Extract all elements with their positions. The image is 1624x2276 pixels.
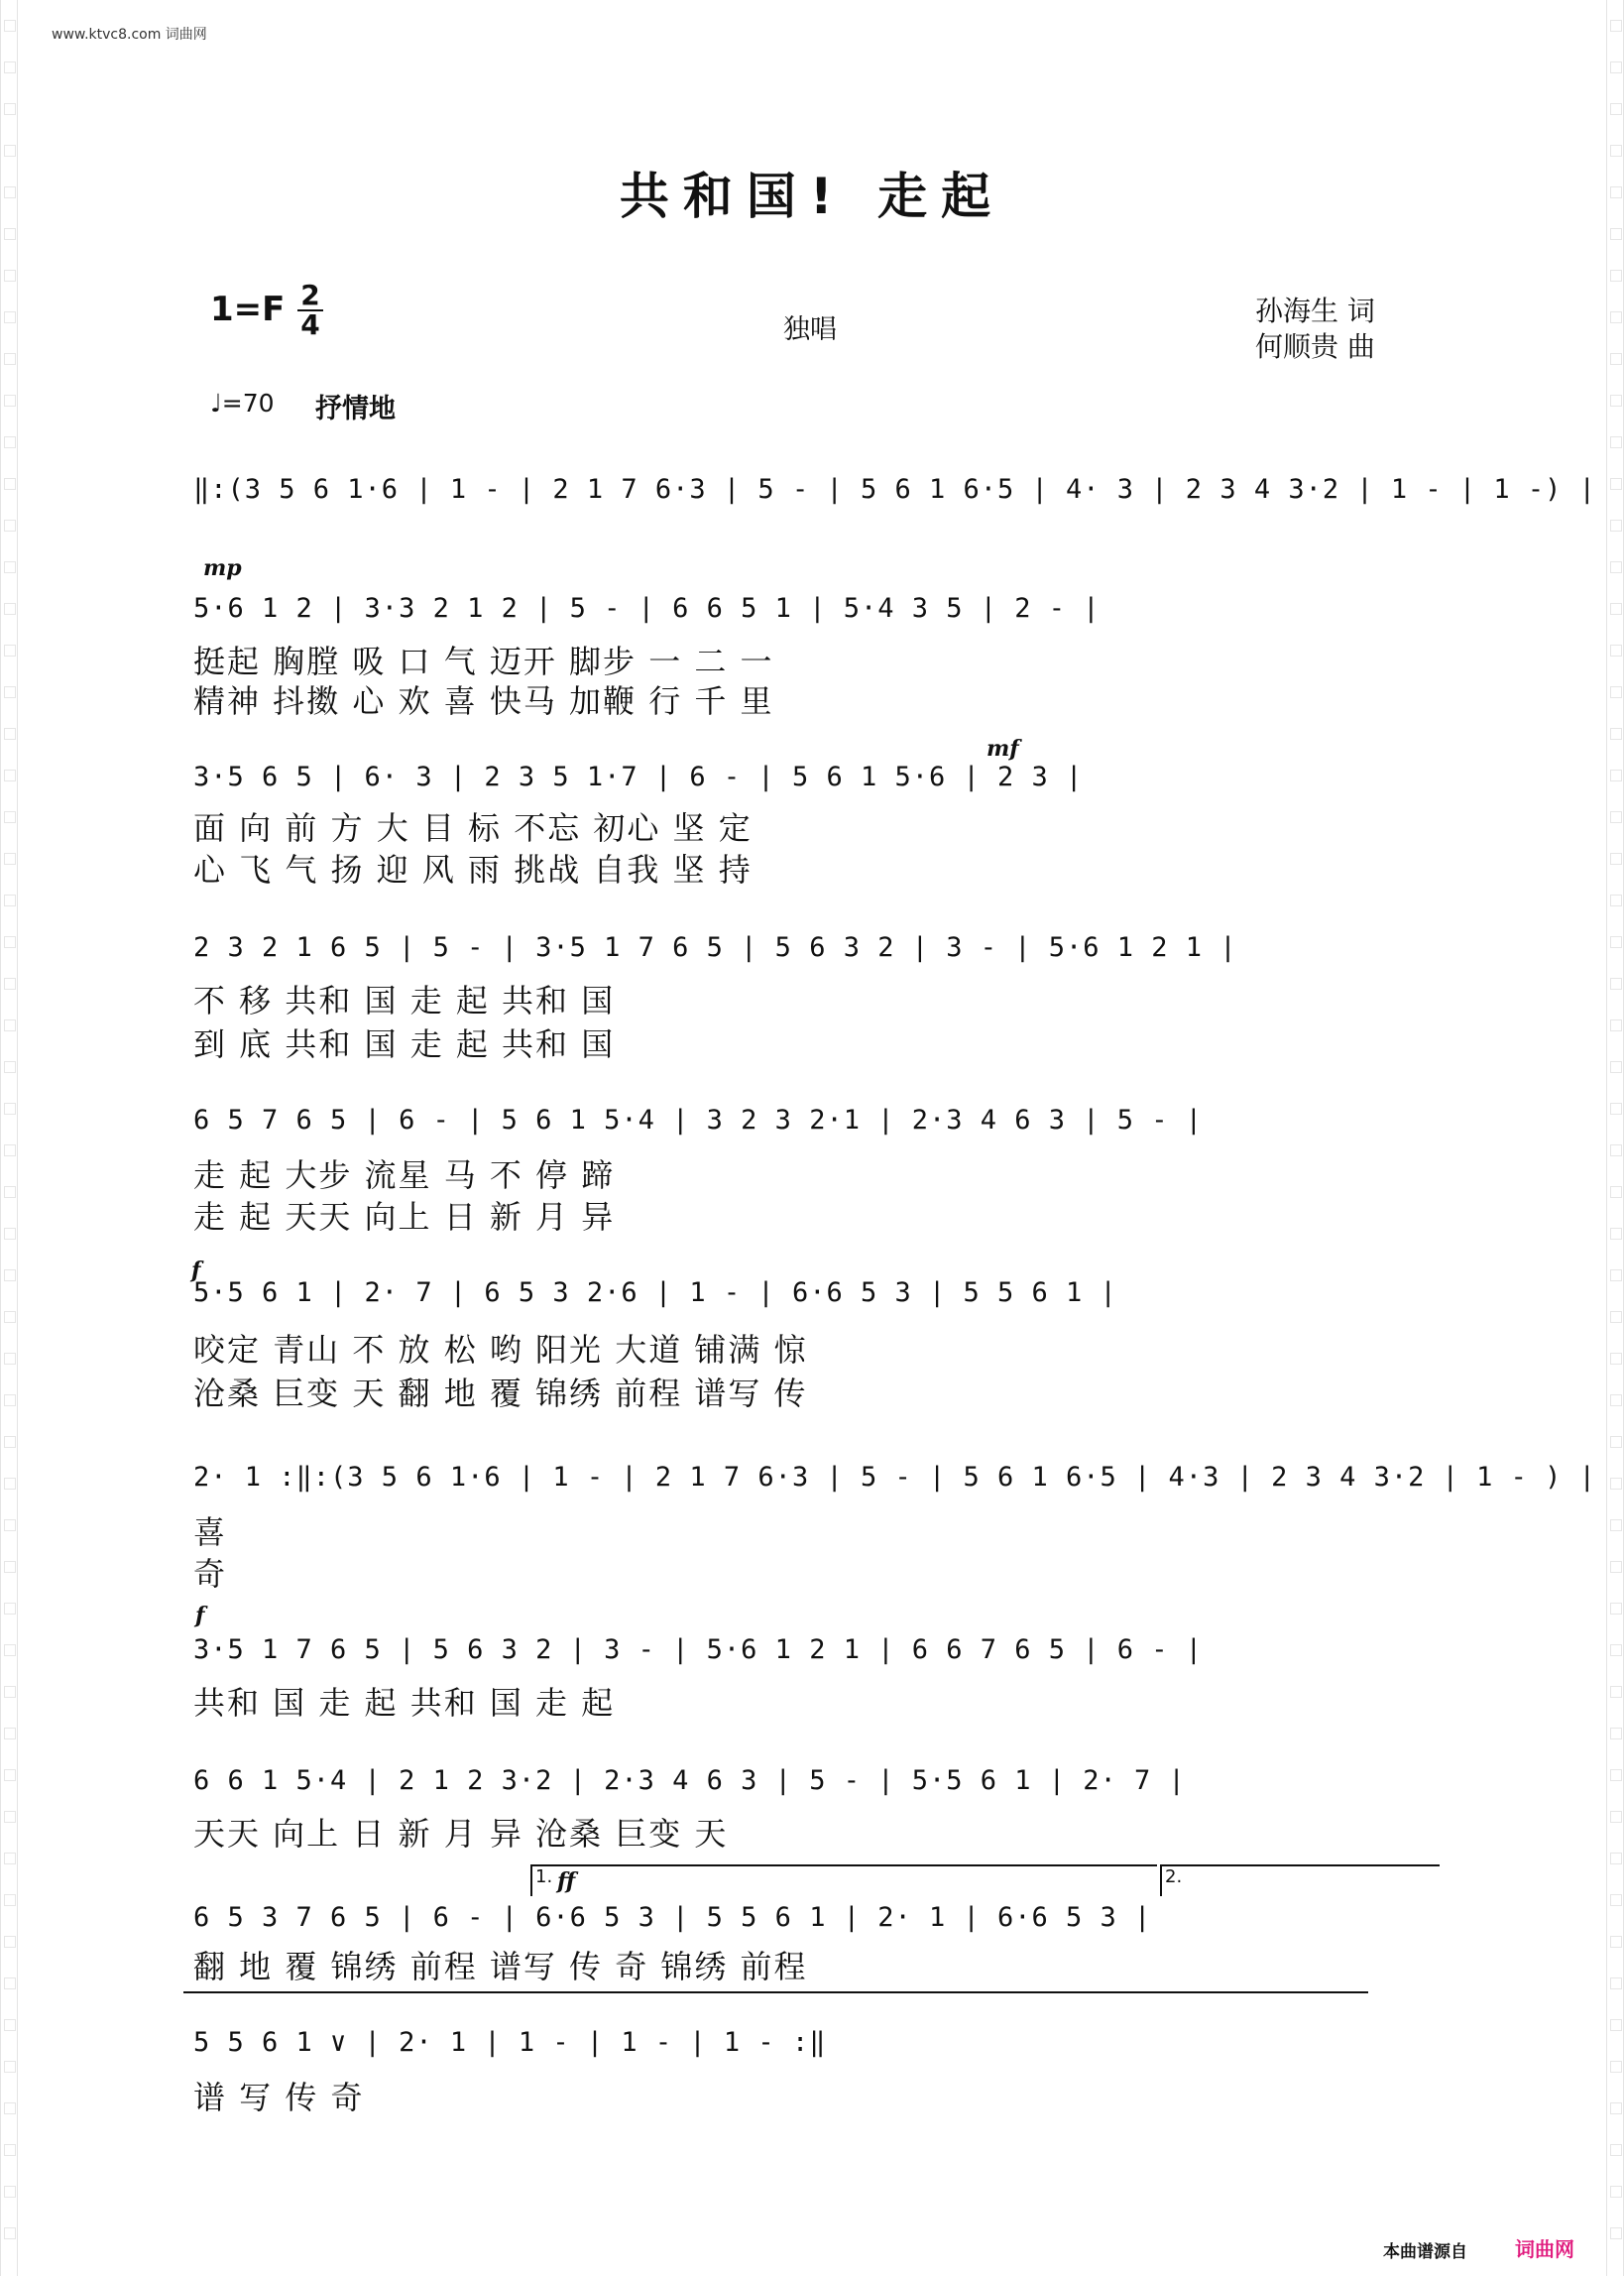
system-6-lyrics-verse-1: 咬定 青山 不 放 松 哟 阳光 大道 铺满 惊: [193, 1331, 808, 1369]
margin-watermark-mark: [1610, 1311, 1622, 1323]
system-1-notes: ‖:(3 5 6 1·6 | 1 - | 2 1 7 6·3 | 5 - | 5 6 1 6·5 | 4· 3 | 2 3 4 3·2 | 1 - | 1 -) |: [193, 474, 1596, 505]
margin-watermark-mark: [4, 478, 16, 490]
margin-watermark-mark: [1610, 1977, 1622, 1989]
key-signature: 1=F: [210, 290, 286, 329]
margin-watermark-mark: [1610, 1603, 1622, 1615]
margin-watermark-mark: [1610, 1728, 1622, 1739]
margin-watermark-mark: [1610, 1144, 1622, 1156]
system-7-lyrics-verse-2: 奇: [193, 1555, 228, 1593]
system-3-notes: 3·5 6 5 | 6· 3 | 2 3 5 1·7 | 6 - | 5 6 1 5·6 | 2 3 |: [193, 762, 1084, 792]
margin-watermark-mark: [1610, 1519, 1622, 1531]
system-7-notes: 2· 1 :‖:(3 5 6 1·6 | 1 - | 2 1 7 6·3 | 5 - | 5 6 1 6·5 | 4·3 | 2 3 4 3·2 | 1 - ) |: [193, 1462, 1596, 1493]
system-8-notes: 3·5 1 7 6 5 | 5 6 3 2 | 3 - | 5·6 1 2 1 | 6 6 7 6 5 | 6 - |: [193, 1634, 1204, 1665]
tempo-marking: ♩=70: [210, 389, 275, 418]
margin-watermark-mark: [1610, 1561, 1622, 1573]
margin-watermark-mark: [4, 895, 16, 906]
margin-watermark-mark: [4, 561, 16, 573]
margin-watermark-mark: [4, 728, 16, 740]
system-4-lyrics-verse-1: 不 移 共和 国 走 起 共和 国: [193, 982, 616, 1019]
system-5-lyrics-verse-1: 走 起 大步 流星 马 不 停 蹄: [193, 1156, 616, 1194]
system-2-lyrics-verse-1: 挺起 胸膛 吸 口 气 迈开 脚步 一 二 一: [193, 643, 774, 680]
volta-bracket-second: [1160, 1864, 1440, 1896]
system-5-lyrics-verse-2: 走 起 天天 向上 日 新 月 异: [193, 1198, 616, 1236]
margin-watermark-mark: [1610, 2019, 1622, 2031]
system-8-dynamic: f: [195, 1603, 205, 1628]
margin-watermark-mark: [4, 1728, 16, 1739]
margin-watermark-mark: [4, 1519, 16, 1531]
margin-watermark-mark: [4, 936, 16, 948]
performance-style: 独唱: [783, 314, 837, 345]
margin-watermark-mark: [1610, 1269, 1622, 1281]
margin-watermark-mark: [4, 1186, 16, 1198]
margin-watermark-mark: [1610, 1394, 1622, 1406]
right-margin-strip: [1606, 0, 1624, 2276]
margin-watermark-mark: [4, 353, 16, 365]
margin-watermark-mark: [1610, 228, 1622, 240]
margin-watermark-mark: [1610, 520, 1622, 532]
margin-watermark-mark: [1610, 1186, 1622, 1198]
margin-watermark-mark: [4, 1144, 16, 1156]
margin-watermark-mark: [1610, 270, 1622, 282]
margin-watermark-mark: [4, 1769, 16, 1781]
margin-watermark-mark: [4, 436, 16, 448]
margin-watermark-mark: [1610, 2227, 1622, 2239]
margin-watermark-mark: [4, 811, 16, 823]
margin-watermark-mark: [4, 2227, 16, 2239]
margin-watermark-mark: [4, 978, 16, 990]
margin-watermark-mark: [1610, 1228, 1622, 1240]
margin-watermark-mark: [1610, 936, 1622, 948]
expression-marking: 抒情地: [315, 394, 396, 424]
system-6-dynamic: f: [191, 1258, 201, 1283]
time-signature-bottom: 4: [300, 308, 320, 341]
margin-watermark-mark: [1610, 1853, 1622, 1864]
system-10-lyrics-verse-1: 翻 地 覆 锦绣 前程 谱写 传 奇 锦绣 前程: [193, 1948, 808, 1985]
margin-watermark-mark: [1610, 478, 1622, 490]
margin-watermark-mark: [4, 645, 16, 657]
margin-watermark-mark: [4, 1894, 16, 1906]
footer-source-label: 本曲谱源自: [1383, 2242, 1467, 2262]
margin-watermark-mark: [4, 1603, 16, 1615]
system-9-notes: 6 6 1 5·4 | 2 1 2 3·2 | 2·3 4 6 3 | 5 - | 5·5 6 1 | 2· 7 |: [193, 1765, 1186, 1796]
system-6-notes: 5·5 6 1 | 2· 7 | 6 5 3 2·6 | 1 - | 6·6 5 3 | 5 5 6 1 |: [193, 1277, 1117, 1308]
margin-watermark-mark: [1610, 1103, 1622, 1115]
margin-watermark-mark: [1610, 1936, 1622, 1948]
margin-watermark-mark: [4, 1019, 16, 1031]
margin-watermark-mark: [4, 1977, 16, 1989]
footer-logo[interactable]: 词曲网: [1515, 2237, 1574, 2261]
volta-first-label: 1.: [535, 1866, 553, 1887]
time-signature-top: 2: [300, 279, 320, 311]
system-3-lyrics-verse-2: 心 飞 气 扬 迎 风 雨 挑战 自我 坚 持: [193, 851, 753, 889]
system-2-dynamic: mp: [203, 555, 242, 581]
margin-watermark-mark: [1610, 1478, 1622, 1490]
margin-watermark-mark: [4, 686, 16, 698]
margin-watermark-mark: [4, 1561, 16, 1573]
system-3-lyrics-verse-1: 面 向 前 方 大 目 标 不忘 初心 坚 定: [193, 809, 753, 847]
margin-watermark-mark: [1610, 561, 1622, 573]
margin-watermark-mark: [4, 1436, 16, 1448]
margin-watermark-mark: [4, 145, 16, 157]
margin-watermark-mark: [1610, 895, 1622, 906]
website-label[interactable]: www.ktvc8.com 词曲网: [52, 27, 207, 43]
margin-watermark-mark: [1610, 1769, 1622, 1781]
system-11-notes: 5 5 6 1 ∨ | 2· 1 | 1 - | 1 - | 1 - :‖: [193, 2027, 827, 2058]
margin-watermark-mark: [4, 2019, 16, 2031]
system-2-notes: 5·6 1 2 | 3·3 2 1 2 | 5 - | 6 6 5 1 | 5·4 3 5 | 2 - |: [193, 593, 1101, 624]
margin-watermark-mark: [1610, 603, 1622, 615]
margin-watermark-mark: [1610, 353, 1622, 365]
margin-watermark-mark: [1610, 2061, 1622, 2073]
margin-watermark-mark: [4, 520, 16, 532]
margin-watermark-mark: [4, 270, 16, 282]
volta-second-label: 2.: [1165, 1866, 1183, 1887]
margin-watermark-mark: [1610, 686, 1622, 698]
margin-watermark-mark: [1610, 1644, 1622, 1656]
margin-watermark-mark: [1610, 978, 1622, 990]
margin-watermark-mark: [4, 853, 16, 865]
lyricist-credit: 孙海生 词: [1255, 295, 1375, 327]
margin-watermark-mark: [1610, 770, 1622, 781]
margin-watermark-mark: [1610, 61, 1622, 73]
margin-watermark-mark: [4, 1311, 16, 1323]
system-5-notes: 6 5 7 6 5 | 6 - | 5 6 1 5·4 | 3 2 3 2·1 | 2·3 4 6 3 | 5 - |: [193, 1105, 1204, 1136]
margin-watermark-mark: [4, 1853, 16, 1864]
system-6-lyrics-verse-2: 沧桑 巨变 天 翻 地 覆 锦绣 前程 谱写 传: [193, 1375, 808, 1412]
margin-watermark-mark: [4, 1061, 16, 1073]
margin-watermark-mark: [4, 1644, 16, 1656]
margin-watermark-mark: [1610, 20, 1622, 32]
system-11-lyrics-verse-1: 谱 写 传 奇: [193, 2079, 365, 2116]
margin-watermark-mark: [1610, 395, 1622, 407]
volta-bracket-first: [530, 1864, 1157, 1896]
system-7-lyrics-verse-1: 喜: [193, 1513, 228, 1551]
margin-watermark-mark: [4, 1228, 16, 1240]
margin-watermark-mark: [1610, 1811, 1622, 1823]
margin-watermark-mark: [4, 61, 16, 73]
margin-watermark-mark: [1610, 2186, 1622, 2198]
margin-watermark-mark: [4, 1936, 16, 1948]
credits: [1255, 294, 1375, 365]
margin-watermark-mark: [4, 1686, 16, 1698]
margin-watermark-mark: [1610, 436, 1622, 448]
margin-watermark-mark: [4, 1478, 16, 1490]
margin-watermark-mark: [4, 103, 16, 115]
margin-watermark-mark: [4, 1394, 16, 1406]
margin-watermark-mark: [4, 1811, 16, 1823]
margin-watermark-mark: [1610, 853, 1622, 865]
margin-watermark-mark: [1610, 645, 1622, 657]
margin-watermark-mark: [1610, 1894, 1622, 1906]
system-9-lyrics-verse-1: 天天 向上 日 新 月 异 沧桑 巨变 天: [193, 1815, 729, 1853]
margin-watermark-mark: [4, 395, 16, 407]
margin-watermark-mark: [4, 311, 16, 323]
margin-watermark-mark: [1610, 1436, 1622, 1448]
margin-watermark-mark: [1610, 1686, 1622, 1698]
margin-watermark-mark: [4, 2186, 16, 2198]
composer-credit: 何顺贵 曲: [1255, 330, 1375, 363]
margin-watermark-mark: [4, 1353, 16, 1365]
margin-watermark-mark: [1610, 2102, 1622, 2114]
time-signature: [297, 279, 323, 341]
margin-watermark-mark: [1610, 1019, 1622, 1031]
volta-bracket-continuation: [183, 1991, 1368, 2023]
margin-watermark-mark: [1610, 811, 1622, 823]
margin-watermark-mark: [4, 228, 16, 240]
system-10-dynamic: ff: [557, 1868, 576, 1894]
margin-watermark-mark: [1610, 103, 1622, 115]
system-2-lyrics-verse-2: 精神 抖擞 心 欢 喜 快马 加鞭 行 千 里: [193, 682, 774, 720]
margin-watermark-mark: [1610, 728, 1622, 740]
margin-watermark-mark: [1610, 2144, 1622, 2156]
margin-watermark-mark: [1610, 1061, 1622, 1073]
margin-watermark-mark: [1610, 1353, 1622, 1365]
margin-watermark-mark: [4, 20, 16, 32]
margin-watermark-mark: [4, 770, 16, 781]
margin-watermark-mark: [4, 2144, 16, 2156]
system-4-notes: 2 3 2 1 6 5 | 5 - | 3·5 1 7 6 5 | 5 6 3 2 | 3 - | 5·6 1 2 1 |: [193, 932, 1237, 963]
margin-watermark-mark: [4, 2102, 16, 2114]
margin-watermark-mark: [1610, 311, 1622, 323]
system-8-lyrics-verse-1: 共和 国 走 起 共和 国 走 起: [193, 1684, 616, 1722]
page-title: 共和国! 走起: [619, 168, 1005, 225]
system-4-lyrics-verse-2: 到 底 共和 国 走 起 共和 国: [193, 1025, 616, 1063]
left-margin-strip: [0, 0, 18, 2276]
system-3-dynamic: mf: [986, 736, 1019, 762]
margin-watermark-mark: [4, 1103, 16, 1115]
margin-watermark-mark: [4, 1269, 16, 1281]
margin-watermark-mark: [1610, 145, 1622, 157]
margin-watermark-mark: [4, 2061, 16, 2073]
system-10-notes: 6 5 3 7 6 5 | 6 - | 6·6 5 3 | 5 5 6 1 | 2· 1 | 6·6 5 3 |: [193, 1902, 1152, 1933]
margin-watermark-mark: [4, 603, 16, 615]
